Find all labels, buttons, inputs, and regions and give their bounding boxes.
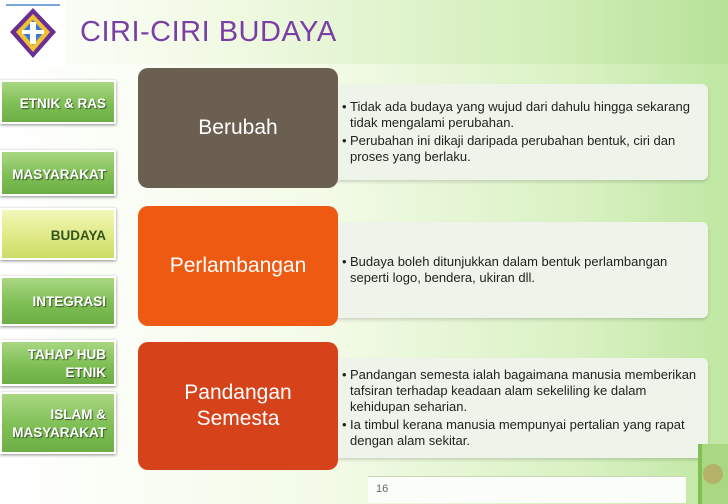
nav-item-islam-masyarakat[interactable] [0, 392, 116, 454]
card-detail [330, 358, 708, 458]
bullet-text: • Ia timbul kerana manusia mempunyai pertalian yang rapat dengan alam sekitar. [342, 417, 700, 449]
nav-item-label: MASYARAKAT [12, 167, 106, 182]
card-heading [138, 342, 338, 470]
nav-item-label: ISLAM & MASYARAKAT [12, 407, 106, 440]
page-number: 16 [376, 483, 389, 495]
card-heading-text: Berubah [198, 116, 278, 139]
institution-logo-icon [0, 0, 66, 66]
nav-item-label: TAHAP HUB ETNIK [27, 347, 106, 380]
nav-item-label: INTEGRASI [32, 294, 106, 309]
nav-item-masyarakat[interactable] [0, 150, 116, 196]
nav-item-etnik-ras[interactable] [0, 80, 116, 124]
page-title: CIRI-CIRI BUDAYA [80, 16, 337, 48]
bullet-text: • Tidak ada budaya yang wujud dari dahulu hingga sekarang tidak mengalami perubahan. [342, 99, 700, 131]
nav-item-tahap-hub-etnik[interactable] [0, 340, 116, 386]
nav-item-label: BUDAYA [50, 228, 106, 243]
bullet-text: • Perubahan ini dikaji daripada perubahan bentuk, ciri dan proses yang berlaku. [342, 133, 700, 165]
card-heading-text: Pandangan Semesta [184, 381, 292, 430]
footer-bar [368, 476, 686, 503]
nav-item-integrasi[interactable] [0, 276, 116, 326]
card-detail [330, 84, 708, 180]
side-nav [0, 70, 124, 470]
corner-ornament-icon [698, 444, 728, 504]
card-heading [138, 68, 338, 188]
card-detail [330, 222, 708, 318]
nav-item-budaya[interactable] [0, 208, 116, 260]
card-heading [138, 206, 338, 326]
nav-item-label: ETNIK & RAS [19, 96, 106, 111]
bullet-text: • Pandangan semesta ialah bagaimana manusia memberikan tafsiran terhadap keadaan alam sekeliling ke dalam kehidupan seharian. [342, 367, 700, 415]
card-heading-text: Perlambangan [169, 254, 307, 277]
bullet-text: • Budaya boleh ditunjukkan dalam bentuk perlambangan seperti logo, bendera, ukiran dll. [342, 254, 700, 286]
